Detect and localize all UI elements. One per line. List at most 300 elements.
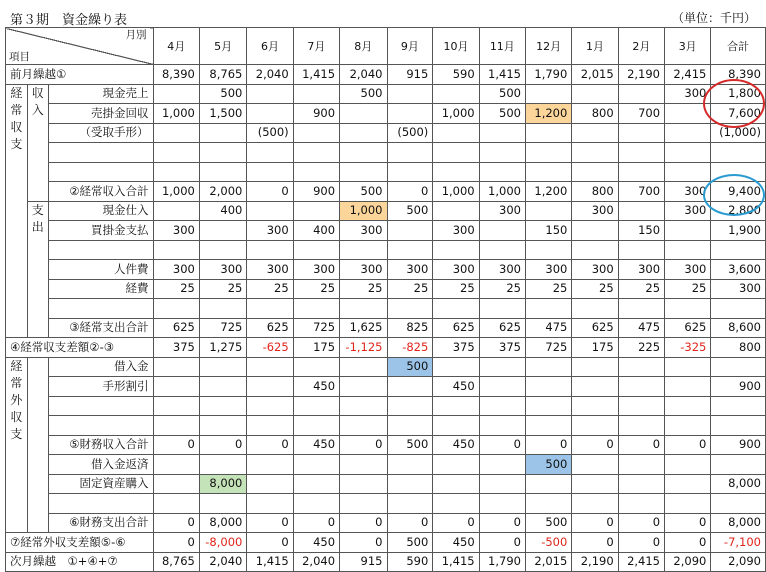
value-cell (293, 357, 339, 377)
value-cell: 2,190 (572, 552, 618, 572)
value-cell (340, 474, 387, 494)
value-cell (572, 123, 618, 143)
value-cell (340, 240, 387, 260)
value-cell: 900 (293, 182, 339, 202)
value-cell (387, 455, 433, 475)
value-cell (199, 299, 246, 319)
total-cell: 9,400 (711, 182, 766, 202)
value-cell: 300 (340, 260, 387, 280)
value-cell: 150 (525, 221, 571, 241)
value-cell (618, 84, 664, 104)
value-cell (433, 299, 479, 319)
value-cell: (500) (247, 123, 293, 143)
total-cell: 800 (711, 338, 766, 358)
row-label: 前月繰越① (6, 65, 154, 85)
value-cell: 915 (387, 65, 433, 85)
value-cell (525, 240, 571, 260)
value-cell: 2,190 (618, 65, 664, 85)
value-cell: 1,415 (479, 65, 525, 85)
table-row (6, 104, 766, 124)
value-cell: 1,200 (525, 182, 571, 202)
value-cell (433, 240, 479, 260)
month-header: 3月 (665, 28, 711, 65)
table-row (6, 494, 766, 514)
value-cell (199, 416, 246, 436)
value-cell: 2,415 (665, 65, 711, 85)
value-cell: 300 (479, 201, 525, 221)
value-cell (247, 84, 293, 104)
value-cell (387, 240, 433, 260)
total-cell: 1,900 (711, 221, 766, 241)
value-cell (293, 416, 339, 436)
value-cell (665, 455, 711, 475)
value-cell (153, 123, 199, 143)
value-cell: 800 (572, 182, 618, 202)
value-cell: 800 (572, 104, 618, 124)
value-cell: 2,015 (525, 552, 571, 572)
total-cell: 3,600 (711, 260, 766, 280)
value-cell (618, 162, 664, 182)
row-label (48, 494, 153, 514)
value-cell (340, 143, 387, 163)
value-cell (199, 221, 246, 241)
value-cell: 25 (340, 279, 387, 299)
row-label (48, 299, 153, 319)
row-label (48, 416, 153, 436)
value-cell (572, 455, 618, 475)
value-cell (479, 299, 525, 319)
value-cell (525, 201, 571, 221)
row-label: 買掛金支払 (48, 221, 153, 241)
value-cell: 300 (618, 260, 664, 280)
row-label: ⑦経常外収支差額⑤-⑥ (6, 533, 154, 553)
value-cell (525, 377, 571, 397)
value-cell: 8,765 (153, 552, 199, 572)
value-cell (293, 396, 339, 416)
total-header: 合計 (711, 28, 766, 65)
value-cell: 625 (572, 318, 618, 338)
value-cell: 500 (340, 84, 387, 104)
value-cell (572, 416, 618, 436)
table-row (6, 201, 766, 221)
value-cell: 0 (433, 513, 479, 533)
table-row (6, 123, 766, 143)
subgroup-label-shunyu: 収 入 (27, 84, 48, 201)
value-cell: 0 (618, 533, 664, 553)
value-cell (665, 104, 711, 124)
value-cell (479, 240, 525, 260)
spacer-cell (27, 357, 48, 533)
group-label-keijo: 経 常 収 支 (6, 84, 28, 338)
value-cell (340, 494, 387, 514)
unit-label: （単位：千円） (671, 11, 756, 25)
value-cell: 25 (387, 279, 433, 299)
value-cell: 625 (665, 318, 711, 338)
value-cell: 590 (387, 552, 433, 572)
value-cell (247, 299, 293, 319)
table-row (6, 552, 766, 572)
value-cell: 25 (293, 279, 339, 299)
value-cell (525, 357, 571, 377)
value-cell (340, 396, 387, 416)
value-cell: 2,040 (247, 65, 293, 85)
value-cell (199, 455, 246, 475)
table-row (6, 221, 766, 241)
total-cell (711, 357, 766, 377)
value-cell: 0 (479, 533, 525, 553)
value-cell (340, 162, 387, 182)
value-cell: 8,000 (199, 474, 246, 494)
value-cell: 1,415 (433, 552, 479, 572)
value-cell (153, 240, 199, 260)
value-cell (340, 416, 387, 436)
value-cell: 0 (340, 513, 387, 533)
value-cell (525, 162, 571, 182)
total-cell (711, 494, 766, 514)
value-cell: 1,500 (199, 104, 246, 124)
total-cell: 2,090 (711, 552, 766, 572)
value-cell (247, 396, 293, 416)
value-cell (247, 357, 293, 377)
value-cell (153, 494, 199, 514)
value-cell (665, 123, 711, 143)
value-cell (387, 104, 433, 124)
value-cell: 450 (293, 435, 339, 455)
value-cell (247, 474, 293, 494)
value-cell (572, 396, 618, 416)
diagonal-header-cell (6, 28, 154, 65)
row-label: ②経常収入合計 (48, 182, 153, 202)
total-cell: 2,800 (711, 201, 766, 221)
header-row (6, 28, 766, 65)
row-label: 現金売上 (48, 84, 153, 104)
value-cell: 500 (525, 513, 571, 533)
value-cell: 0 (247, 533, 293, 553)
value-cell (153, 455, 199, 475)
month-header: 10月 (433, 28, 479, 65)
value-cell (387, 474, 433, 494)
value-cell (340, 455, 387, 475)
value-cell (153, 377, 199, 397)
value-cell (433, 396, 479, 416)
row-label: 人件費 (48, 260, 153, 280)
table-row (6, 455, 766, 475)
value-cell (618, 123, 664, 143)
value-cell: 300 (572, 260, 618, 280)
value-cell: 700 (618, 104, 664, 124)
total-cell (711, 416, 766, 436)
value-cell (293, 474, 339, 494)
value-cell: 500 (340, 182, 387, 202)
value-cell: 0 (247, 182, 293, 202)
total-cell: 900 (711, 377, 766, 397)
value-cell: 300 (665, 84, 711, 104)
value-cell (618, 455, 664, 475)
value-cell (572, 221, 618, 241)
value-cell (572, 299, 618, 319)
value-cell (340, 299, 387, 319)
table-row (6, 377, 766, 397)
value-cell (618, 357, 664, 377)
value-cell: 450 (433, 533, 479, 553)
value-cell (387, 377, 433, 397)
value-cell (293, 84, 339, 104)
value-cell (199, 396, 246, 416)
table-row (6, 84, 766, 104)
row-label: 固定資産購入 (48, 474, 153, 494)
value-cell: 300 (665, 260, 711, 280)
value-cell: 175 (293, 338, 339, 358)
value-cell (340, 123, 387, 143)
value-cell (479, 143, 525, 163)
row-label: 売掛金回収 (48, 104, 153, 124)
value-cell: 375 (479, 338, 525, 358)
total-cell (711, 299, 766, 319)
value-cell: 2,015 (572, 65, 618, 85)
value-cell (618, 143, 664, 163)
value-cell (618, 416, 664, 436)
value-cell: 1,415 (247, 552, 293, 572)
value-cell: 500 (199, 84, 246, 104)
value-cell: 625 (247, 318, 293, 338)
value-cell (479, 474, 525, 494)
value-cell: 300 (525, 260, 571, 280)
value-cell (293, 299, 339, 319)
value-cell (665, 143, 711, 163)
value-cell: 0 (247, 513, 293, 533)
total-cell: 8,000 (711, 513, 766, 533)
table-row (6, 416, 766, 436)
row-label (48, 143, 153, 163)
table-row (6, 182, 766, 202)
table-row (6, 299, 766, 319)
value-cell (525, 416, 571, 436)
value-cell (572, 143, 618, 163)
value-cell: 2,000 (199, 182, 246, 202)
value-cell: 725 (293, 318, 339, 338)
value-cell (433, 123, 479, 143)
value-cell: 300 (153, 221, 199, 241)
row-label: 次月繰越 ①+④+⑦ (6, 552, 154, 572)
value-cell (618, 474, 664, 494)
table-row (6, 396, 766, 416)
total-cell: 8,600 (711, 318, 766, 338)
month-header: 9月 (387, 28, 433, 65)
value-cell: 500 (387, 533, 433, 553)
value-cell (572, 357, 618, 377)
value-cell: 0 (618, 513, 664, 533)
month-header: 7月 (293, 28, 339, 65)
total-cell: 8,390 (711, 65, 766, 85)
row-label: ⑥財務支出合計 (48, 513, 153, 533)
group-label-keijogai: 経 常 外 収 支 (6, 357, 28, 533)
value-cell: 300 (479, 260, 525, 280)
value-cell: 0 (572, 435, 618, 455)
subgroup-label-shishutsu: 支 出 (27, 201, 48, 338)
value-cell: 625 (153, 318, 199, 338)
value-cell (479, 357, 525, 377)
value-cell: 1,000 (433, 104, 479, 124)
value-cell (247, 494, 293, 514)
value-cell (293, 162, 339, 182)
value-cell (525, 474, 571, 494)
value-cell (479, 162, 525, 182)
value-cell (340, 104, 387, 124)
value-cell (293, 494, 339, 514)
value-cell (247, 377, 293, 397)
total-cell (711, 396, 766, 416)
value-cell: 2,040 (340, 65, 387, 85)
month-header: 12月 (525, 28, 571, 65)
value-cell (153, 299, 199, 319)
row-label: ③経常支出合計 (48, 318, 153, 338)
value-cell: 1,000 (433, 182, 479, 202)
value-cell (247, 416, 293, 436)
month-header: 4月 (153, 28, 199, 65)
value-cell: 450 (433, 435, 479, 455)
value-cell (525, 123, 571, 143)
value-cell (153, 84, 199, 104)
table-row (6, 143, 766, 163)
value-cell: 1,000 (340, 201, 387, 221)
value-cell (247, 455, 293, 475)
value-cell: 1,000 (479, 182, 525, 202)
value-cell (433, 84, 479, 104)
value-cell: 300 (572, 201, 618, 221)
value-cell (293, 201, 339, 221)
value-cell (433, 494, 479, 514)
value-cell: 8,000 (199, 513, 246, 533)
value-cell (199, 494, 246, 514)
value-cell (247, 240, 293, 260)
value-cell (572, 84, 618, 104)
value-cell: 2,090 (665, 552, 711, 572)
value-cell: 475 (525, 318, 571, 338)
value-cell: 900 (293, 104, 339, 124)
value-cell: 400 (199, 201, 246, 221)
value-cell: 300 (387, 260, 433, 280)
month-axis-label: 月別 (125, 29, 147, 41)
row-label: （受取手形） (48, 123, 153, 143)
row-label: 経費 (48, 279, 153, 299)
value-cell (479, 377, 525, 397)
value-cell: 300 (247, 221, 293, 241)
value-cell (340, 377, 387, 397)
value-cell (525, 143, 571, 163)
value-cell: 0 (387, 182, 433, 202)
table-row (6, 435, 766, 455)
value-cell: 450 (293, 377, 339, 397)
value-cell: 300 (153, 260, 199, 280)
value-cell: 0 (387, 513, 433, 533)
total-cell: 300 (711, 279, 766, 299)
value-cell: 2,040 (293, 552, 339, 572)
value-cell: 725 (525, 338, 571, 358)
value-cell (387, 221, 433, 241)
value-cell: 0 (479, 513, 525, 533)
value-cell (665, 221, 711, 241)
value-cell: 300 (433, 221, 479, 241)
table-row (6, 533, 766, 553)
value-cell: 25 (618, 279, 664, 299)
value-cell (479, 221, 525, 241)
value-cell (479, 396, 525, 416)
value-cell: 225 (618, 338, 664, 358)
value-cell (199, 143, 246, 163)
value-cell: 700 (618, 182, 664, 202)
row-label (48, 396, 153, 416)
value-cell: 1,275 (199, 338, 246, 358)
value-cell (665, 377, 711, 397)
value-cell: 25 (153, 279, 199, 299)
month-header: 6月 (247, 28, 293, 65)
value-cell: 0 (665, 513, 711, 533)
value-cell: 300 (665, 182, 711, 202)
value-cell (247, 162, 293, 182)
value-cell: 0 (665, 435, 711, 455)
total-cell: 8,000 (711, 474, 766, 494)
row-label: 現金仕入 (48, 201, 153, 221)
value-cell: 25 (665, 279, 711, 299)
value-cell: 725 (199, 318, 246, 338)
row-label: 借入金 (48, 357, 153, 377)
value-cell: 590 (433, 65, 479, 85)
value-cell (153, 396, 199, 416)
value-cell: 25 (525, 279, 571, 299)
value-cell (153, 474, 199, 494)
value-cell (153, 143, 199, 163)
value-cell (293, 143, 339, 163)
value-cell: 0 (618, 435, 664, 455)
total-cell: 900 (711, 435, 766, 455)
value-cell (525, 396, 571, 416)
row-label: 手形割引 (48, 377, 153, 397)
row-label: ④経常収支差額②-③ (6, 338, 154, 358)
value-cell (618, 377, 664, 397)
value-cell: 500 (387, 357, 433, 377)
value-cell (433, 455, 479, 475)
value-cell: 300 (433, 260, 479, 280)
value-cell: 300 (665, 201, 711, 221)
value-cell (525, 299, 571, 319)
row-label (48, 240, 153, 260)
table-row (6, 474, 766, 494)
value-cell: 1,000 (153, 182, 199, 202)
row-label (48, 162, 153, 182)
value-cell (665, 396, 711, 416)
value-cell: 2,040 (199, 552, 246, 572)
value-cell: 625 (433, 318, 479, 338)
value-cell (293, 455, 339, 475)
value-cell: 400 (293, 221, 339, 241)
value-cell: 1,000 (153, 104, 199, 124)
value-cell: 500 (479, 84, 525, 104)
value-cell (433, 162, 479, 182)
value-cell (665, 494, 711, 514)
value-cell (572, 162, 618, 182)
value-cell (247, 201, 293, 221)
value-cell: -825 (387, 338, 433, 358)
table-row (6, 279, 766, 299)
value-cell: 0 (293, 513, 339, 533)
value-cell: 25 (433, 279, 479, 299)
value-cell: 1,625 (340, 318, 387, 338)
value-cell: 175 (572, 338, 618, 358)
value-cell (572, 377, 618, 397)
value-cell (433, 474, 479, 494)
value-cell (387, 494, 433, 514)
value-cell: 915 (340, 552, 387, 572)
